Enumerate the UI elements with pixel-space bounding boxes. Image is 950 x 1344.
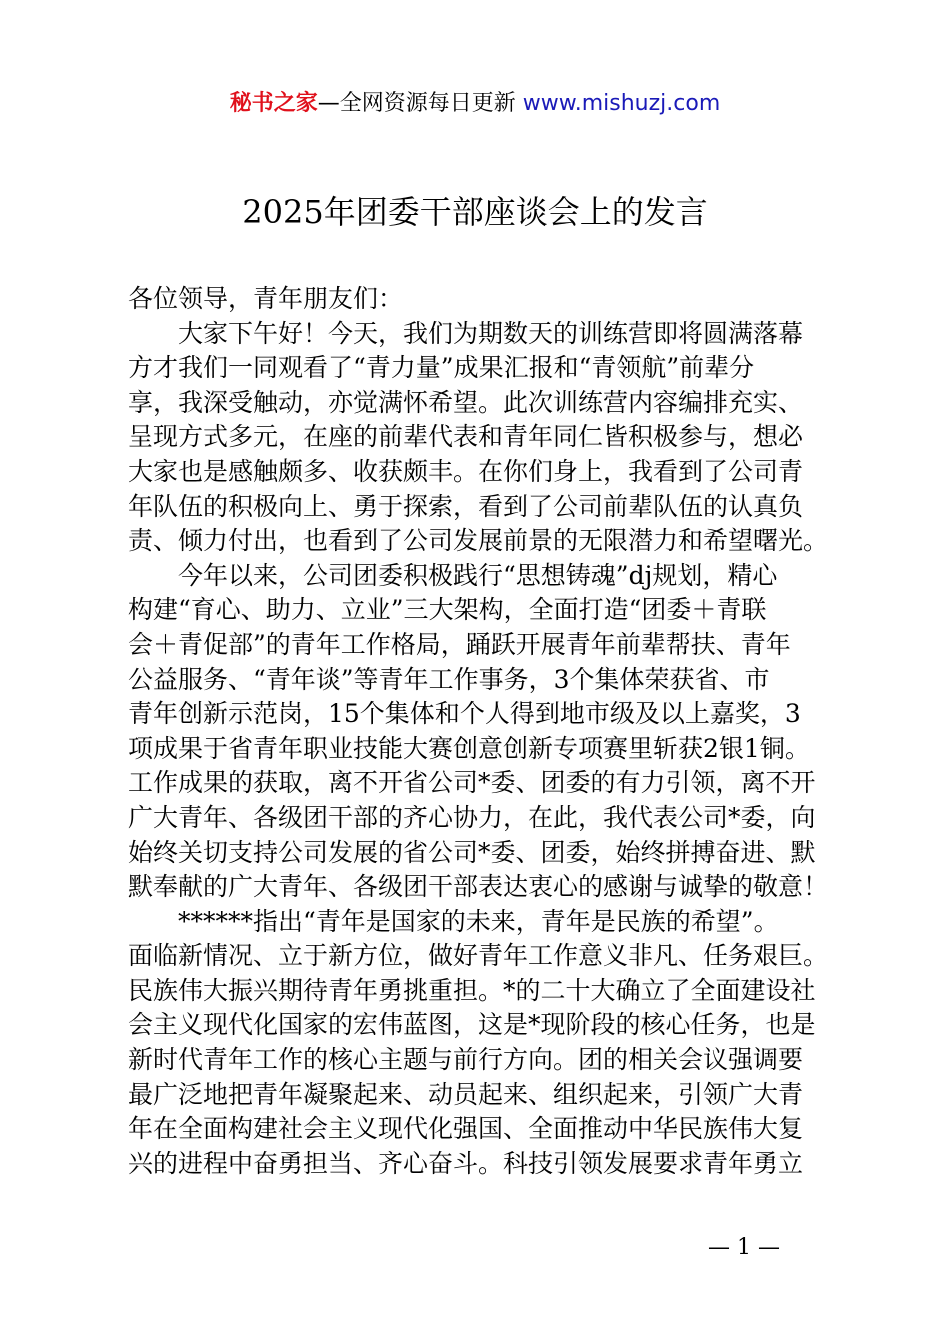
- body-line: 工作成果的获取，离不开省公司*委、团委的有力引领，离不开: [128, 768, 816, 798]
- body-line: 年队伍的积极向上、勇于探索，看到了公司前辈队伍的认真负: [128, 491, 804, 521]
- body-line: 默奉献的广大青年、各级团干部表达衷心的感谢与诚挚的敬意！: [128, 872, 829, 902]
- body-line: 面临新情况、立于新方位，做好青年工作意义非凡、任务艰巨。: [128, 941, 829, 971]
- document-title: 2025年团委干部座谈会上的发言: [242, 193, 708, 231]
- body-line: 项成果于省青年职业技能大赛创意创新专项赛里斩获2银1铜。: [128, 733, 810, 763]
- body-line: 年在全面构建社会主义现代化强国、全面推动中华民族伟大复: [128, 1114, 804, 1144]
- body-line: 大家也是感触颇多、收获颇丰。在你们身上，我看到了公司青: [128, 456, 804, 486]
- body-line: 兴的进程中奋勇担当、齐心奋斗。科技引领发展要求青年勇立: [128, 1148, 804, 1178]
- body-line: 会主义现代化国家的宏伟蓝图，这是*现阶段的核心任务，也是: [128, 1010, 816, 1040]
- body-line: 呈现方式多元，在座的前辈代表和青年同仁皆积极参与，想必: [128, 422, 804, 452]
- body-line: 青年创新示范岗，15个集体和个人得到地市级及以上嘉奖，3: [128, 699, 801, 729]
- page-number: — 1 —: [708, 1235, 780, 1260]
- document-body: [128, 282, 836, 1181]
- body-line: 大家下午好！今天，我们为期数天的训练营即将圆满落幕: [178, 318, 804, 348]
- site-brand: 秘书之家: [229, 91, 318, 116]
- page-number-footer: [0, 1234, 950, 1262]
- site-url-link[interactable]: www.mishuzj.com: [522, 91, 721, 116]
- site-header: [0, 88, 950, 120]
- body-line: ******指出“青年是国家的未来，青年是民族的希望”。: [178, 906, 779, 936]
- body-line: 会＋青促部”的青年工作格局，踊跃开展青年前辈帮扶、青年: [128, 629, 791, 659]
- body-line: 享，我深受触动，亦觉满怀希望。此次训练营内容编排充实、: [128, 387, 804, 417]
- body-line: 方才我们一同观看了“青力量”成果汇报和“青领航”前辈分: [128, 353, 755, 383]
- site-slogan: —全网资源每日更新: [317, 91, 523, 116]
- body-line: 最广泛地把青年凝聚起来、动员起来、组织起来，引领广大青: [128, 1079, 804, 1109]
- body-line: 责、倾力付出，也看到了公司发展前景的无限潜力和希望曙光。: [128, 526, 829, 556]
- body-line: 新时代青年工作的核心主题与前行方向。团的相关会议强调要: [128, 1045, 804, 1075]
- body-line: 始终关切支持公司发展的省公司*委、团委，始终拼搏奋进、默: [128, 837, 816, 867]
- body-line: 广大青年、各级团干部的齐心协力，在此，我代表公司*委，向: [128, 802, 816, 832]
- body-line: 公益服务、“青年谈”等青年工作事务，3个集体荣获省、市: [128, 664, 770, 694]
- body-line: 构建“育心、助力、立业”三大架构，全面打造“团委＋青联: [128, 595, 767, 625]
- body-line: 今年以来，公司团委积极践行“思想铸魂”dj规划，精心: [178, 560, 778, 590]
- body-line: 民族伟大振兴期待青年勇挑重担。*的二十大确立了全面建设社: [128, 975, 816, 1005]
- salutation-line: 各位领导，青年朋友们：: [128, 284, 404, 313]
